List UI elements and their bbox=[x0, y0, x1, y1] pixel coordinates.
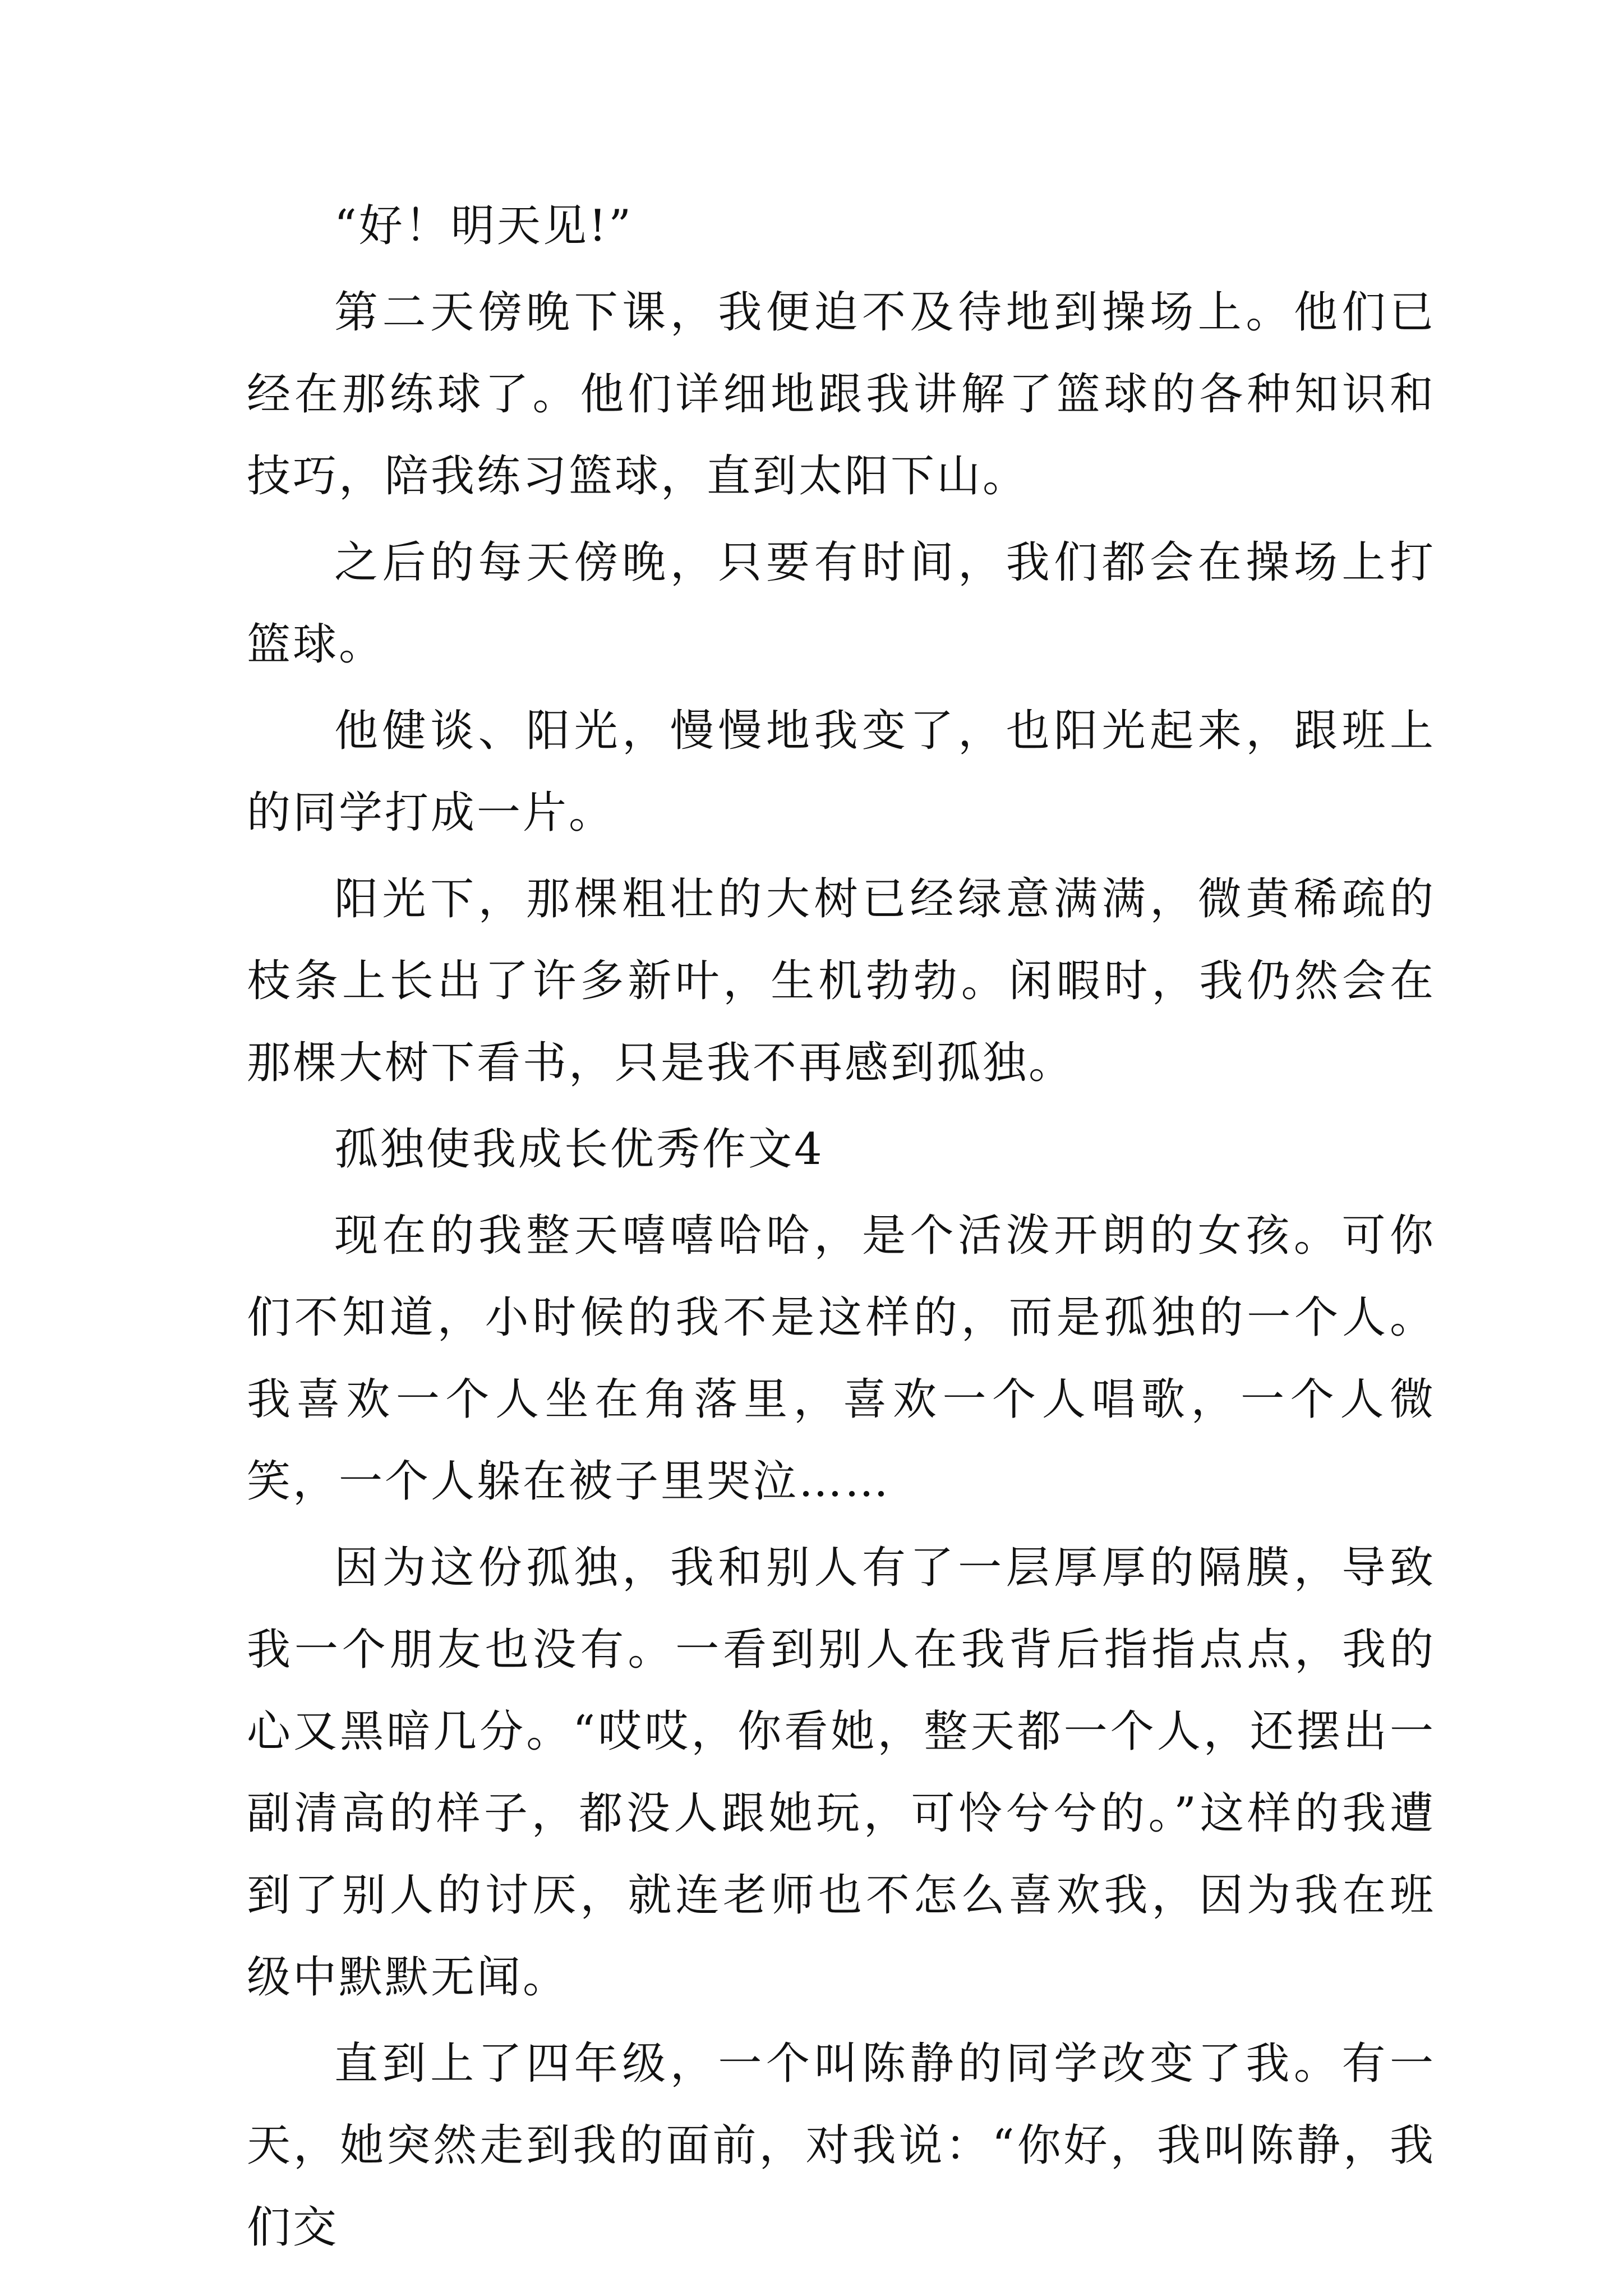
paragraph-practice: 第二天傍晚下课，我便迫不及待地到操场上。他们已经在那练球了。他们详细地跟我讲解了篮球的各种知识和技巧，陪我练习篮球，直到太阳下山。 bbox=[247, 287, 1436, 501]
paragraph-now-and-then: 现在的我整天嘻嘻哈哈，是个活泼开朗的女孩。可你们不知道，小时候的我不是这样的，而是孤独的一个人。我喜欢一个人坐在角落里，喜欢一个人唱歌，一个人微笑，一个人躲在被子里哭泣…… bbox=[247, 1211, 1436, 1507]
paragraph-sunny: 他健谈、阳光，慢慢地我变了，也阳光起来，跟班上的同学打成一片。 bbox=[247, 706, 1436, 838]
paragraph-every-evening: 之后的每天傍晚，只要有时间，我们都会在操场上打篮球。 bbox=[247, 537, 1436, 670]
document-body bbox=[247, 185, 1436, 2269]
paragraph-loneliness: 因为这份孤独，我和别人有了一层厚厚的隔膜，导致我一个朋友也没有。一看到别人在我背后指指点点，我的心又黑暗几分。“哎哎，你看她，整天都一个人，还摆出一副清高的样子，都没人跟她玩，可怜兮兮的。”这样的我遭到了别人的讨厌，就连老师也不怎么喜欢我，因为我在班级中默默无闻。 bbox=[247, 1543, 1436, 2003]
essay-title: 孤独使我成长优秀作文4 bbox=[334, 1124, 824, 1175]
paragraph-greeting: “好！明天见!” bbox=[334, 201, 634, 251]
paragraph-fourth-grade: 直到上了四年级，一个叫陈静的同学改变了我。有一天，她突然走到我的面前，对我说：“你好，我叫陈静，我们交 bbox=[247, 2039, 1436, 2253]
paragraph-big-tree: 阳光下，那棵粗壮的大树已经绿意满满，微黄稀疏的枝条上长出了许多新叶，生机勃勃。闲暇时，我仍然会在那棵大树下看书，只是我不再感到孤独。 bbox=[247, 874, 1436, 1088]
